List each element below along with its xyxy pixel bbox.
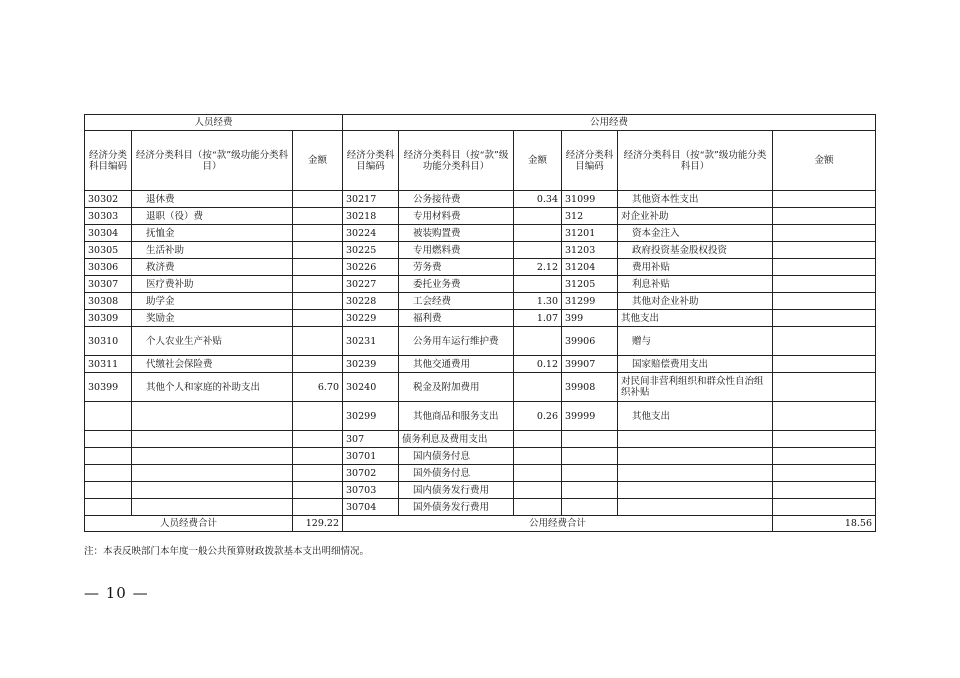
personnel-name: 生活补助 [132,242,293,259]
public-name: 税金及附加费用 [399,373,514,402]
public2-name: 赠与 [618,327,773,356]
personnel-name [132,431,293,448]
personnel-name [132,448,293,465]
public-total-value: 18.56 [773,516,876,532]
public-name: 福利费 [399,310,514,327]
table-row [85,327,876,356]
public-amount [514,431,562,448]
table-row [85,310,876,327]
public-name: 公务用车运行维护费 [399,327,514,356]
public2-amount [773,225,876,242]
header-u2-amount: 金额 [773,131,876,191]
personnel-code [85,448,132,465]
table-row [85,225,876,242]
header-u-name: 经济分类科目（按“款”级功能分类科目） [399,131,514,191]
public2-amount [773,499,876,516]
public-code: 30703 [343,482,399,499]
header-u-code: 经济分类科目编码 [343,131,399,191]
header-u-amount: 金额 [514,131,562,191]
public2-amount [773,208,876,225]
public2-amount [773,482,876,499]
table-note: 注：本表反映部门本年度一般公共预算财政拨款基本支出明细情况。 [84,546,370,557]
public-name: 国外债务发行费用 [399,499,514,516]
personnel-name: 代缴社会保险费 [132,356,293,373]
header-p-name: 经济分类科目（按“款”级功能分类科目） [132,131,293,191]
public2-amount [773,293,876,310]
public-name: 公务接待费 [399,191,514,208]
table-row [85,242,876,259]
personnel-amount [293,465,343,482]
personnel-code: 30305 [85,242,132,259]
personnel-name [132,402,293,431]
section-personnel: 人员经费 [85,115,343,131]
public-code: 30701 [343,448,399,465]
personnel-amount [293,242,343,259]
personnel-name: 医疗费补助 [132,276,293,293]
public2-amount [773,465,876,482]
public2-name: 利息补贴 [618,276,773,293]
personnel-amount [293,208,343,225]
personnel-code: 30302 [85,191,132,208]
personnel-code: 30309 [85,310,132,327]
personnel-code [85,431,132,448]
expenditure-table [84,114,876,532]
public-amount [514,225,562,242]
public-amount: 0.12 [514,356,562,373]
public-amount [514,327,562,356]
section-public: 公用经费 [343,115,876,131]
public-code: 30240 [343,373,399,402]
public-code: 30702 [343,465,399,482]
public-code: 30218 [343,208,399,225]
public-name: 其他商品和服务支出 [399,402,514,431]
public2-name: 其他对企业补助 [618,293,773,310]
public2-code: 31204 [562,259,618,276]
public2-code [562,465,618,482]
personnel-name: 助学金 [132,293,293,310]
public-code: 30229 [343,310,399,327]
public2-code [562,431,618,448]
public2-code: 39999 [562,402,618,431]
public-name: 被装购置费 [399,225,514,242]
table-row [85,402,876,431]
public2-amount [773,402,876,431]
personnel-amount [293,356,343,373]
public2-name: 其他资本性支出 [618,191,773,208]
header-u2-code: 经济分类科目编码 [562,131,618,191]
public2-code: 31205 [562,276,618,293]
personnel-amount [293,276,343,293]
table-row [85,465,876,482]
public-name: 专用材料费 [399,208,514,225]
public2-name: 费用补贴 [618,259,773,276]
header-p-amount: 金额 [293,131,343,191]
personnel-total-value: 129.22 [293,516,343,532]
personnel-code [85,499,132,516]
public2-code [562,482,618,499]
personnel-name: 退休费 [132,191,293,208]
public-code: 30217 [343,191,399,208]
public-amount: 2.12 [514,259,562,276]
public2-amount [773,448,876,465]
public2-amount [773,373,876,402]
table-row [85,259,876,276]
public2-name [618,431,773,448]
header-p-code: 经济分类科目编码 [85,131,132,191]
personnel-code: 30304 [85,225,132,242]
table-row [85,356,876,373]
public2-amount [773,327,876,356]
public-name: 委托业务费 [399,276,514,293]
public-code: 30226 [343,259,399,276]
personnel-name: 其他个人和家庭的补助支出 [132,373,293,402]
public2-code [562,499,618,516]
public-amount [514,482,562,499]
public2-code: 31203 [562,242,618,259]
personnel-amount [293,259,343,276]
public2-name [618,499,773,516]
public-code: 307 [343,431,399,448]
table-row [85,373,876,402]
public-name: 工会经费 [399,293,514,310]
public2-name: 其他支出 [618,402,773,431]
personnel-code: 30311 [85,356,132,373]
public2-name [618,482,773,499]
public2-name: 政府投资基金股权投资 [618,242,773,259]
public2-name: 资本金注入 [618,225,773,242]
table-row [85,482,876,499]
personnel-name [132,465,293,482]
personnel-name [132,499,293,516]
public-name: 国外债务付息 [399,465,514,482]
personnel-amount [293,310,343,327]
public-code: 30704 [343,499,399,516]
personnel-name: 个人农业生产补贴 [132,327,293,356]
public2-code: 399 [562,310,618,327]
personnel-code [85,465,132,482]
table-row [85,208,876,225]
public-amount [514,242,562,259]
personnel-amount [293,499,343,516]
public-amount [514,208,562,225]
public-name: 其他交通费用 [399,356,514,373]
personnel-name: 退职（役）费 [132,208,293,225]
public-code: 30225 [343,242,399,259]
public-amount: 0.26 [514,402,562,431]
public2-amount [773,276,876,293]
public2-name: 国家赔偿费用支出 [618,356,773,373]
public-code: 30239 [343,356,399,373]
personnel-code [85,402,132,431]
personnel-code: 30307 [85,276,132,293]
personnel-amount [293,191,343,208]
personnel-code: 30310 [85,327,132,356]
public2-name [618,448,773,465]
public2-amount [773,242,876,259]
public2-code: 39908 [562,373,618,402]
public-name: 专用燃料费 [399,242,514,259]
personnel-amount [293,431,343,448]
personnel-amount [293,448,343,465]
personnel-name: 奖励金 [132,310,293,327]
header-u2-name: 经济分类科目（按“款”级功能分类科目） [618,131,773,191]
public-amount [514,448,562,465]
table-row [85,293,876,310]
public2-amount [773,356,876,373]
public-name: 国内债务付息 [399,448,514,465]
public-amount: 1.30 [514,293,562,310]
public-code: 30228 [343,293,399,310]
public-name: 国内债务发行费用 [399,482,514,499]
personnel-amount [293,327,343,356]
personnel-name: 救济费 [132,259,293,276]
public2-name [618,465,773,482]
public-code: 30224 [343,225,399,242]
personnel-code: 30303 [85,208,132,225]
public-amount [514,499,562,516]
personnel-code: 30306 [85,259,132,276]
public2-code: 312 [562,208,618,225]
table-row [85,431,876,448]
public2-name: 对企业补助 [618,208,773,225]
public-code: 30227 [343,276,399,293]
personnel-amount [293,402,343,431]
public-amount [514,373,562,402]
public-code: 30231 [343,327,399,356]
public-amount [514,465,562,482]
public2-name: 其他支出 [618,310,773,327]
personnel-name: 抚恤金 [132,225,293,242]
public2-code: 31099 [562,191,618,208]
page-number: — 10 — [84,584,149,602]
personnel-amount [293,482,343,499]
public-amount [514,276,562,293]
public2-code: 31299 [562,293,618,310]
public2-code: 31201 [562,225,618,242]
table-row [85,499,876,516]
public2-code: 39906 [562,327,618,356]
table-row [85,191,876,208]
public-name: 劳务费 [399,259,514,276]
personnel-amount [293,293,343,310]
personnel-total-label: 人员经费合计 [85,516,293,532]
public2-code: 39907 [562,356,618,373]
table-row [85,448,876,465]
personnel-amount: 6.70 [293,373,343,402]
personnel-amount [293,225,343,242]
public2-amount [773,310,876,327]
public-name: 债务利息及费用支出 [399,431,514,448]
personnel-code: 30399 [85,373,132,402]
public2-code [562,448,618,465]
public-amount: 0.34 [514,191,562,208]
public2-amount [773,191,876,208]
personnel-code [85,482,132,499]
table-row [85,276,876,293]
public2-amount [773,259,876,276]
public2-name: 对民间非营利组织和群众性自治组织补贴 [618,373,773,402]
public-code: 30299 [343,402,399,431]
public-amount: 1.07 [514,310,562,327]
public-total-label: 公用经费合计 [343,516,773,532]
public2-amount [773,431,876,448]
personnel-name [132,482,293,499]
personnel-code: 30308 [85,293,132,310]
